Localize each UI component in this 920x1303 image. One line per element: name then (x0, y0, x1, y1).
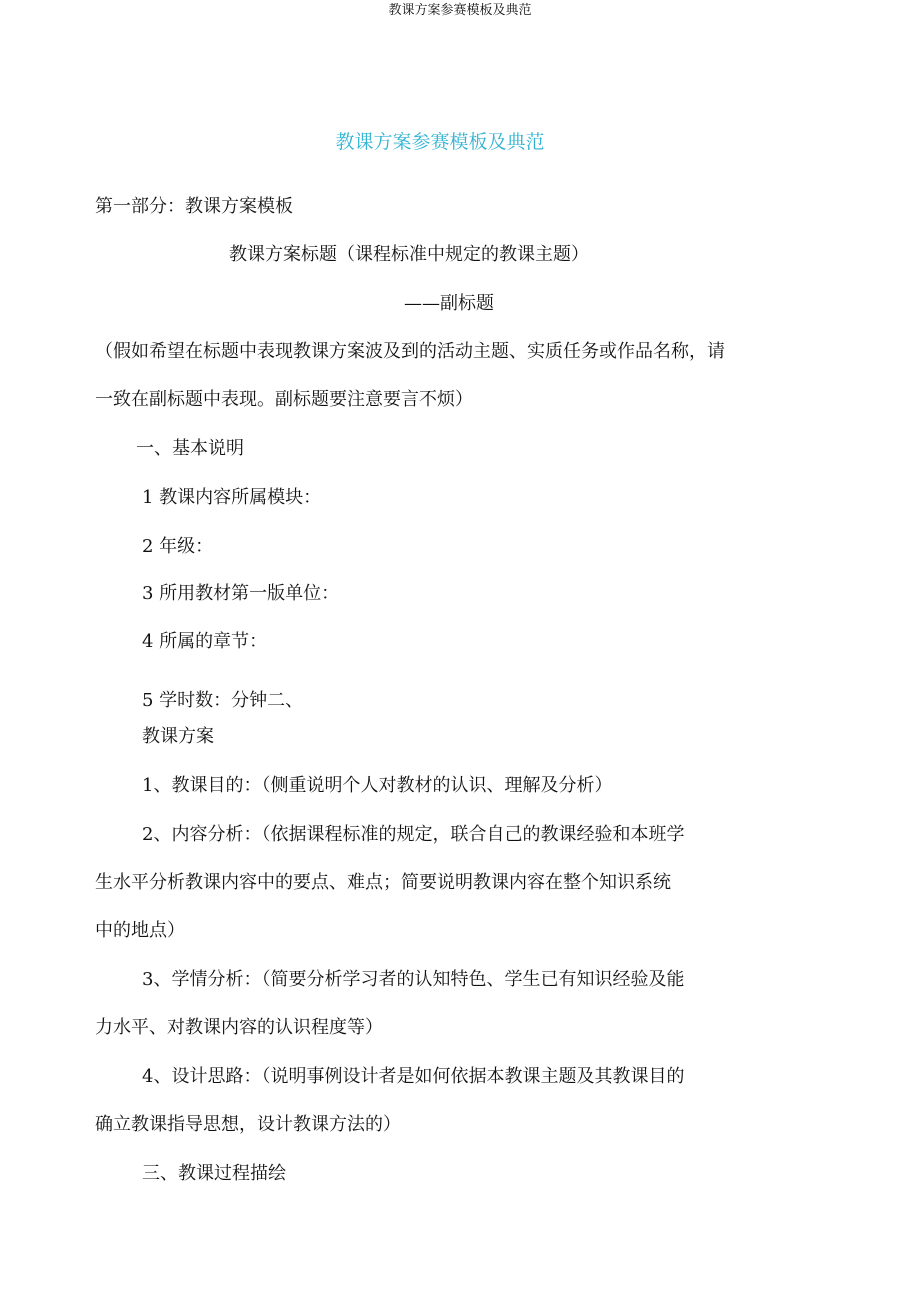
section2-item2-line3: 中的地点） (95, 920, 185, 941)
section1-item: 1 教课内容所属模块： (142, 487, 322, 508)
section1-item: 4 所属的章节： (142, 631, 268, 652)
section1-heading: 一、基本说明 (136, 438, 244, 459)
section2-heading: 教课方案 (142, 726, 214, 747)
section2-item3-line1: 3、学情分析：（简要分析学习者的认知特色、学生已有知识经验及能 (142, 969, 685, 990)
section1-item: 5 学时数：分钟二、 (142, 690, 304, 711)
document-title: 教课方案参赛模板及典范 (335, 131, 545, 153)
section1-item: 3 所用教材第一版单位： (142, 583, 340, 604)
subtitle-note-line2: 一致在副标题中表现。副标题要注意要言不烦） (95, 389, 473, 410)
page-header: 教课方案参赛模板及典范 (388, 3, 532, 18)
section2-item2-line2: 生水平分析教课内容中的要点、难点；简要说明教课内容在整个知识系统 (95, 872, 671, 893)
lesson-subtitle: ——副标题 (404, 293, 494, 314)
section3-heading: 三、教课过程描绘 (142, 1163, 286, 1184)
section2-item3-line2: 力水平、对教课内容的认识程度等） (95, 1017, 383, 1038)
section2-item4-line2: 确立教课指导思想，设计教课方法的） (95, 1114, 401, 1135)
subtitle-note-line1: （假如希望在标题中表现教课方案波及到的活动主题、实质任务或作品名称，请 (95, 341, 725, 362)
section2-item1: 1、教课目的：（侧重说明个人对教材的认识、理解及分析） (142, 775, 613, 796)
section1-item: 2 年级： (142, 536, 214, 557)
section2-item2-line1: 2、内容分析：（依据课程标准的规定，联合自己的教课经验和本班学 (142, 824, 685, 845)
part1-heading: 第一部分：教课方案模板 (95, 196, 293, 217)
section2-item4-line1: 4、设计思路：（说明事例设计者是如何依据本教课主题及其教课目的 (142, 1066, 685, 1087)
lesson-title-main: 教课方案标题（课程标准中规定的教课主题） (229, 244, 589, 265)
